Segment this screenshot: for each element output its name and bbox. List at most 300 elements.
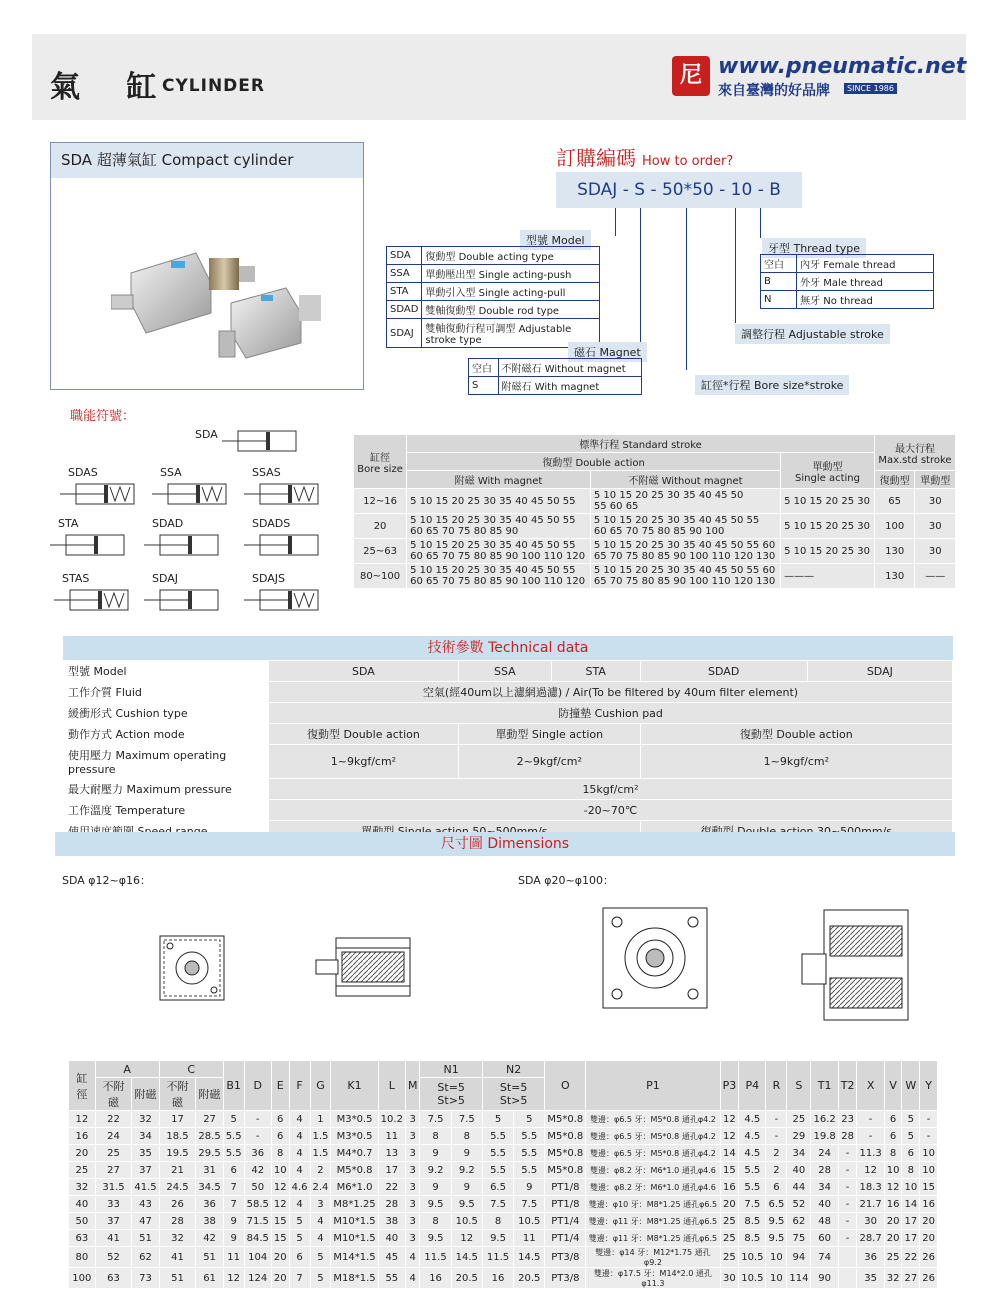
table-cell: 34.5: [196, 1179, 223, 1196]
table-cell: SSA: [458, 661, 551, 682]
table-cell: 12: [884, 1179, 902, 1196]
table-cell: 26: [920, 1268, 938, 1289]
table-cell: 40: [787, 1162, 811, 1179]
table-cell: 31: [196, 1162, 223, 1179]
table-cell: E: [271, 1061, 289, 1111]
table-cell: 11.5: [420, 1247, 451, 1268]
table-cell: 使用壓力 Maximum operating pressure: [64, 745, 269, 779]
table-cell: 10.5: [739, 1268, 766, 1289]
table-cell: 缸徑 Bore size: [354, 435, 407, 489]
table-cell: 47: [132, 1213, 159, 1230]
table-row: [69, 1247, 938, 1268]
table-cell: 10: [766, 1247, 787, 1268]
table-cell: 9.2: [451, 1162, 482, 1179]
table-cell: 10.2: [378, 1111, 405, 1128]
table-row: [354, 453, 956, 471]
thread-label: 牙型 Thread type: [762, 238, 866, 258]
table-cell: 雙邊：φ14 牙：M12*1.75 通孔φ9.2: [586, 1247, 720, 1268]
table-cell: 雙邊：φ10 牙：M8*1.25 通孔φ6.5: [586, 1196, 720, 1213]
table-cell: 單動型 Single action: [458, 724, 640, 745]
table-row: [469, 359, 642, 377]
option-code: SDA: [387, 247, 422, 265]
table-cell: 21.7: [857, 1196, 884, 1213]
table-cell: 附磁: [132, 1078, 159, 1111]
table-cell: -: [920, 1128, 938, 1145]
table-cell: 2~9kgf/cm²: [458, 745, 640, 779]
table-cell: 5.5: [514, 1162, 545, 1179]
table-cell: 3: [310, 1196, 331, 1213]
table-cell: 25: [720, 1230, 739, 1247]
table-cell: -: [838, 1213, 857, 1230]
table-cell: PT3/8: [545, 1268, 586, 1289]
table-cell: 2: [766, 1145, 787, 1162]
table-cell: 5.5: [514, 1145, 545, 1162]
dims-title: 尺寸圖 Dimensions: [55, 832, 955, 856]
table-cell: 附磁: [196, 1078, 223, 1111]
table-cell: 6.5: [766, 1196, 787, 1213]
table-cell: 28: [159, 1213, 196, 1230]
table-cell: 17: [378, 1162, 405, 1179]
option-code: 空白: [469, 359, 499, 377]
table-cell: 5: [223, 1111, 244, 1128]
table-cell: 10: [920, 1145, 938, 1162]
table-cell: 雙邊：φ6.5 牙：M5*0.8 通孔φ4.2: [586, 1111, 720, 1128]
table-cell: 130: [874, 539, 915, 564]
page-subtitle: CYLINDER: [162, 76, 265, 96]
table-row: [64, 682, 953, 703]
table-row: [354, 539, 956, 564]
table-cell: 41.5: [132, 1179, 159, 1196]
table-cell: 3: [405, 1230, 420, 1247]
table-cell: 35: [857, 1268, 884, 1289]
table-cell: M8*1.25: [331, 1196, 378, 1213]
table-cell: 5: [902, 1128, 920, 1145]
table-cell: 100: [69, 1268, 96, 1289]
table-cell: 26: [159, 1196, 196, 1213]
table-cell: 20: [920, 1213, 938, 1230]
table-cell: S: [787, 1061, 811, 1111]
table-cell: 缸徑: [69, 1061, 96, 1111]
table-cell: STA: [551, 661, 640, 682]
table-cell: 51: [132, 1230, 159, 1247]
table-cell: 6: [884, 1111, 902, 1128]
table-row: [64, 800, 953, 821]
table-cell: 35: [132, 1145, 159, 1162]
table-cell: 1: [310, 1111, 331, 1128]
table-cell: 5 10 15 20 25 30 35 40 45 50 55: [407, 489, 591, 514]
symbol-label: SDAS: [68, 466, 98, 479]
table-cell: 94: [787, 1247, 811, 1268]
table-cell: 3: [405, 1162, 420, 1179]
table-row: [69, 1111, 938, 1128]
table-cell: M18*1.5: [331, 1268, 378, 1289]
symbol-diagram: [50, 532, 128, 558]
table-cell: 14: [902, 1196, 920, 1213]
table-cell: 復動型 Double action: [269, 724, 459, 745]
table-cell: 114: [787, 1268, 811, 1289]
table-cell: 雙邊：φ11 牙：M8*1.25 通孔φ6.5: [586, 1230, 720, 1247]
option-desc: 雙軸復動行程可調型 Adjustable stroke type: [422, 319, 600, 348]
table-cell: 25: [720, 1213, 739, 1230]
table-cell: 16: [482, 1268, 513, 1289]
table-cell: -: [838, 1145, 857, 1162]
table-cell: SDAJ: [807, 661, 952, 682]
table-cell: 25: [720, 1247, 739, 1268]
table-cell: 5: [289, 1213, 310, 1230]
table-cell: 2: [766, 1162, 787, 1179]
table-cell: 84.5: [244, 1230, 271, 1247]
table-cell: 最大行程 Max.std stroke: [874, 435, 955, 471]
table-row: [387, 247, 600, 265]
table-cell: 73: [132, 1268, 159, 1289]
table-row: [69, 1179, 938, 1196]
table-cell: 13: [378, 1145, 405, 1162]
table-cell: 20: [884, 1213, 902, 1230]
table-cell: -: [838, 1196, 857, 1213]
table-cell: 復動型 Double action: [407, 453, 781, 471]
table-row: [387, 301, 600, 319]
table-cell: M: [405, 1061, 420, 1111]
table-cell: 8: [902, 1162, 920, 1179]
brand-since: SINCE 1986: [844, 83, 897, 94]
table-row: [354, 564, 956, 589]
table-cell: -: [838, 1162, 857, 1179]
table-cell: 5 10 15 20 25 30: [781, 489, 875, 514]
table-cell: 雙邊：φ6.5 牙：M5*0.8 通孔φ4.2: [586, 1128, 720, 1145]
table-cell: X: [857, 1061, 884, 1111]
table-cell: L: [378, 1061, 405, 1111]
symbol-label: SDAD: [152, 517, 184, 530]
tech-table: [63, 660, 953, 842]
table-row: [761, 291, 934, 309]
symbol-diagram: [144, 532, 222, 558]
table-cell: 27: [95, 1162, 132, 1179]
table-row: [64, 661, 953, 682]
table-cell: 9.2: [420, 1162, 451, 1179]
table-cell: 52: [787, 1196, 811, 1213]
table-cell: 63: [69, 1230, 96, 1247]
table-cell: 90: [811, 1268, 838, 1289]
table-cell: 6: [271, 1128, 289, 1145]
table-cell: 5: [310, 1247, 331, 1268]
table-cell: 11: [514, 1230, 545, 1247]
table-cell: 3: [405, 1145, 420, 1162]
table-cell: 12: [857, 1162, 884, 1179]
table-cell: 12: [69, 1111, 96, 1128]
table-cell: 23: [838, 1111, 857, 1128]
table-cell: 71.5: [244, 1213, 271, 1230]
table-cell: 10.5: [451, 1213, 482, 1230]
table-cell: 6: [271, 1111, 289, 1128]
table-cell: 5 10 15 20 25 30 35 40 45 50 55 60 65: [590, 489, 780, 514]
table-cell: 4: [289, 1196, 310, 1213]
table-cell: T2: [838, 1061, 857, 1111]
table-cell: 43: [132, 1196, 159, 1213]
table-cell: G: [310, 1061, 331, 1111]
table-cell: 51: [196, 1247, 223, 1268]
table-cell: 5: [514, 1111, 545, 1128]
table-cell: 61: [196, 1268, 223, 1289]
table-cell: 28.7: [857, 1230, 884, 1247]
table-cell: 15: [271, 1230, 289, 1247]
tech-title: 技術參數 Technical data: [63, 636, 953, 660]
table-cell: -: [838, 1230, 857, 1247]
option-desc: 單動引入型 Single acting-pull: [422, 283, 600, 301]
model-label: 型號 Model: [520, 230, 591, 250]
table-cell: 8: [420, 1128, 451, 1145]
table-cell: 4.6: [289, 1179, 310, 1196]
table-cell: 標準行程 Standard stroke: [407, 435, 875, 453]
table-cell: 25~63: [354, 539, 407, 564]
option-desc: 外牙 Male thread: [797, 273, 934, 291]
table-cell: 8: [420, 1213, 451, 1230]
table-cell: 9: [420, 1145, 451, 1162]
table-cell: M5*0.8: [331, 1162, 378, 1179]
table-cell: 8: [451, 1128, 482, 1145]
table-cell: 40: [378, 1230, 405, 1247]
table-cell: 29: [787, 1128, 811, 1145]
table-cell: 雙邊：φ17.5 牙：M14*2.0 通孔φ11.3: [586, 1268, 720, 1289]
table-cell: 4: [310, 1230, 331, 1247]
table-cell: 30: [915, 489, 956, 514]
stroke-table: [353, 434, 956, 589]
table-cell: 復動型: [874, 471, 915, 489]
table-cell: 20: [920, 1230, 938, 1247]
table-cell: 4: [289, 1145, 310, 1162]
dim-front-large: [595, 900, 715, 1015]
brand-tagline: 來自臺灣的好品牌: [718, 83, 830, 99]
table-cell: 16: [920, 1196, 938, 1213]
table-cell: 34: [811, 1179, 838, 1196]
table-cell: 9: [451, 1179, 482, 1196]
table-cell: 9.5: [451, 1196, 482, 1213]
table-cell: 5.5: [514, 1128, 545, 1145]
table-cell: 44: [787, 1179, 811, 1196]
table-cell: 5.5: [482, 1128, 513, 1145]
table-cell: V: [884, 1061, 902, 1111]
symbol-diagram: [144, 587, 222, 613]
table-cell: 25: [884, 1247, 902, 1268]
table-cell: B1: [223, 1061, 244, 1111]
table-cell: 8.5: [739, 1213, 766, 1230]
table-cell: 4.5: [739, 1111, 766, 1128]
table-cell: 5.5: [223, 1128, 244, 1145]
table-cell: 5 10 15 20 25 30: [781, 514, 875, 539]
table-cell: 5.5: [739, 1179, 766, 1196]
symbol-diagram: [54, 587, 132, 613]
table-cell: 單動型 Single acting: [781, 453, 875, 489]
table-cell: 21: [159, 1162, 196, 1179]
table-cell: 20: [884, 1230, 902, 1247]
table-cell: 7: [223, 1196, 244, 1213]
table-cell: 5 10 15 20 25 30 35 40 45 50 55 60 65 70 75 80 85 90 100 110 120 130: [590, 539, 780, 564]
table-cell: 12: [271, 1179, 289, 1196]
table-cell: 30: [720, 1268, 739, 1289]
table-cell: 工作介質 Fluid: [64, 682, 269, 703]
table-cell: 51: [159, 1268, 196, 1289]
symbol-label: STA: [58, 517, 79, 530]
table-row: [69, 1145, 938, 1162]
table-row: [69, 1230, 938, 1247]
table-cell: -: [766, 1128, 787, 1145]
adjust-label: 調整行程 Adjustable stroke: [735, 324, 890, 344]
table-cell: 4: [405, 1247, 420, 1268]
table-cell: 29.5: [196, 1145, 223, 1162]
table-cell: 最大耐壓力 Maximum pressure: [64, 779, 269, 800]
table-cell: 17: [159, 1111, 196, 1128]
table-row: [64, 779, 953, 800]
table-cell: D: [244, 1061, 271, 1111]
table-cell: 60: [811, 1230, 838, 1247]
table-row: [64, 745, 953, 779]
table-row: [69, 1162, 938, 1179]
table-row: [354, 489, 956, 514]
table-cell: 3: [405, 1213, 420, 1230]
table-cell: 5 10 15 20 25 30 35 40 45 50 55 60 65 70 75 80 85 90 100 110 120 130: [590, 564, 780, 589]
table-cell: 空氣(經40um以上濾網過濾) / Air(To be filtered by 40um filter element): [269, 682, 953, 703]
table-cell: 58.5: [244, 1196, 271, 1213]
table-cell: 16: [420, 1268, 451, 1289]
table-cell: 雙邊：φ6.5 牙：M5*0.8 通孔φ4.2: [586, 1145, 720, 1162]
product-box-title: SDA 超薄氣缸 Compact cylinder: [51, 143, 363, 178]
table-cell: 4.5: [739, 1145, 766, 1162]
thread-table: [760, 254, 934, 309]
table-cell: 雙邊：φ8.2 牙：M6*1.0 通孔φ4.6: [586, 1179, 720, 1196]
symbol-diagram: [244, 481, 322, 507]
table-cell: 11.5: [482, 1247, 513, 1268]
dim-side-small: [308, 920, 420, 1020]
table-cell: 55: [378, 1268, 405, 1289]
symbol-diagram: [244, 587, 322, 613]
table-cell: 18.3: [857, 1179, 884, 1196]
table-cell: 9: [451, 1145, 482, 1162]
table-cell: M5*0.8: [545, 1111, 586, 1128]
table-cell: 型號 Model: [64, 661, 269, 682]
table-cell: -: [920, 1111, 938, 1128]
table-cell: M5*0.8: [545, 1162, 586, 1179]
table-cell: 50: [69, 1213, 96, 1230]
table-cell: N1: [420, 1061, 482, 1078]
table-row: [761, 273, 934, 291]
table-cell: Y: [920, 1061, 938, 1111]
table-cell: 24.5: [159, 1179, 196, 1196]
table-cell: 6: [766, 1179, 787, 1196]
table-cell: 30: [915, 539, 956, 564]
table-cell: 12: [223, 1268, 244, 1289]
table-cell: 1.5: [310, 1145, 331, 1162]
table-cell: 100: [874, 514, 915, 539]
table-cell: 15: [271, 1213, 289, 1230]
option-desc: 復動型 Double acting type: [422, 247, 600, 265]
symbol-label: STAS: [62, 572, 90, 585]
table-cell: [838, 1268, 857, 1289]
table-cell: PT3/8: [545, 1247, 586, 1268]
table-cell: 17: [902, 1213, 920, 1230]
table-cell: 2: [310, 1162, 331, 1179]
table-cell: 7.5: [482, 1196, 513, 1213]
table-cell: 附磁 With magnet: [407, 471, 591, 489]
table-cell: 15kgf/cm²: [269, 779, 953, 800]
table-cell: W: [902, 1061, 920, 1111]
table-cell: 4: [310, 1213, 331, 1230]
table-cell: 38: [378, 1213, 405, 1230]
table-cell: 15: [920, 1179, 938, 1196]
table-cell: 124: [244, 1268, 271, 1289]
table-cell: 不附磁 Without magnet: [590, 471, 780, 489]
table-cell: 12: [451, 1230, 482, 1247]
table-cell: 17: [902, 1230, 920, 1247]
table-cell: 1.5: [310, 1128, 331, 1145]
table-cell: -: [838, 1179, 857, 1196]
table-cell: 6: [289, 1247, 310, 1268]
table-cell: A: [95, 1061, 159, 1078]
table-cell: 32: [69, 1179, 96, 1196]
magnet-label: 磁石 Magnet: [568, 342, 647, 362]
table-row: [387, 265, 600, 283]
table-row: [69, 1268, 938, 1289]
table-cell: 10: [271, 1162, 289, 1179]
table-cell: 24: [811, 1145, 838, 1162]
table-cell: 7.5: [420, 1111, 451, 1128]
table-cell: 28: [838, 1128, 857, 1145]
table-cell: 1~9kgf/cm²: [640, 745, 952, 779]
table-cell: 33: [95, 1196, 132, 1213]
symbol-label: SDAJS: [252, 572, 286, 585]
table-cell: 65: [874, 489, 915, 514]
table-cell: T1: [811, 1061, 838, 1111]
table-cell: 14.5: [514, 1247, 545, 1268]
option-code: SDAJ: [387, 319, 422, 348]
table-cell: 32: [159, 1230, 196, 1247]
table-cell: 22: [902, 1247, 920, 1268]
table-cell: 22: [95, 1111, 132, 1128]
table-cell: 19.5: [159, 1145, 196, 1162]
option-code: S: [469, 377, 499, 395]
table-cell: 20.5: [514, 1268, 545, 1289]
symbol-diagram: [60, 481, 138, 507]
table-cell: F: [289, 1061, 310, 1111]
table-cell: M3*0.5: [331, 1111, 378, 1128]
order-code: SDAJ - S - 50*50 - 10 - B: [556, 172, 802, 208]
table-cell: 63: [95, 1268, 132, 1289]
table-cell: 7.5: [451, 1111, 482, 1128]
table-cell: 7: [223, 1179, 244, 1196]
table-cell: 2.4: [310, 1179, 331, 1196]
option-code: N: [761, 291, 797, 309]
table-cell: 5.5: [482, 1145, 513, 1162]
table-cell: 動作方式 Action mode: [64, 724, 269, 745]
symbol-label: SSAS: [252, 466, 281, 479]
table-cell: 28.5: [196, 1128, 223, 1145]
table-row: [354, 435, 956, 453]
dim-side-large: [800, 900, 912, 1024]
symbol-label: SDA: [195, 428, 218, 441]
table-cell: 37: [132, 1162, 159, 1179]
table-cell: M14*1.5: [331, 1247, 378, 1268]
table-cell: -: [857, 1111, 884, 1128]
table-cell: 12: [720, 1128, 739, 1145]
table-cell: 11.3: [857, 1145, 884, 1162]
brand-url: www.pneumatic.net: [718, 54, 967, 79]
table-cell: 36: [244, 1145, 271, 1162]
table-cell: 12: [271, 1196, 289, 1213]
table-cell: 32: [132, 1111, 159, 1128]
table-cell: 18.5: [159, 1128, 196, 1145]
table-cell: 27: [196, 1111, 223, 1128]
table-cell: 32: [884, 1268, 902, 1289]
table-cell: 50: [244, 1179, 271, 1196]
table-cell: 28: [811, 1162, 838, 1179]
